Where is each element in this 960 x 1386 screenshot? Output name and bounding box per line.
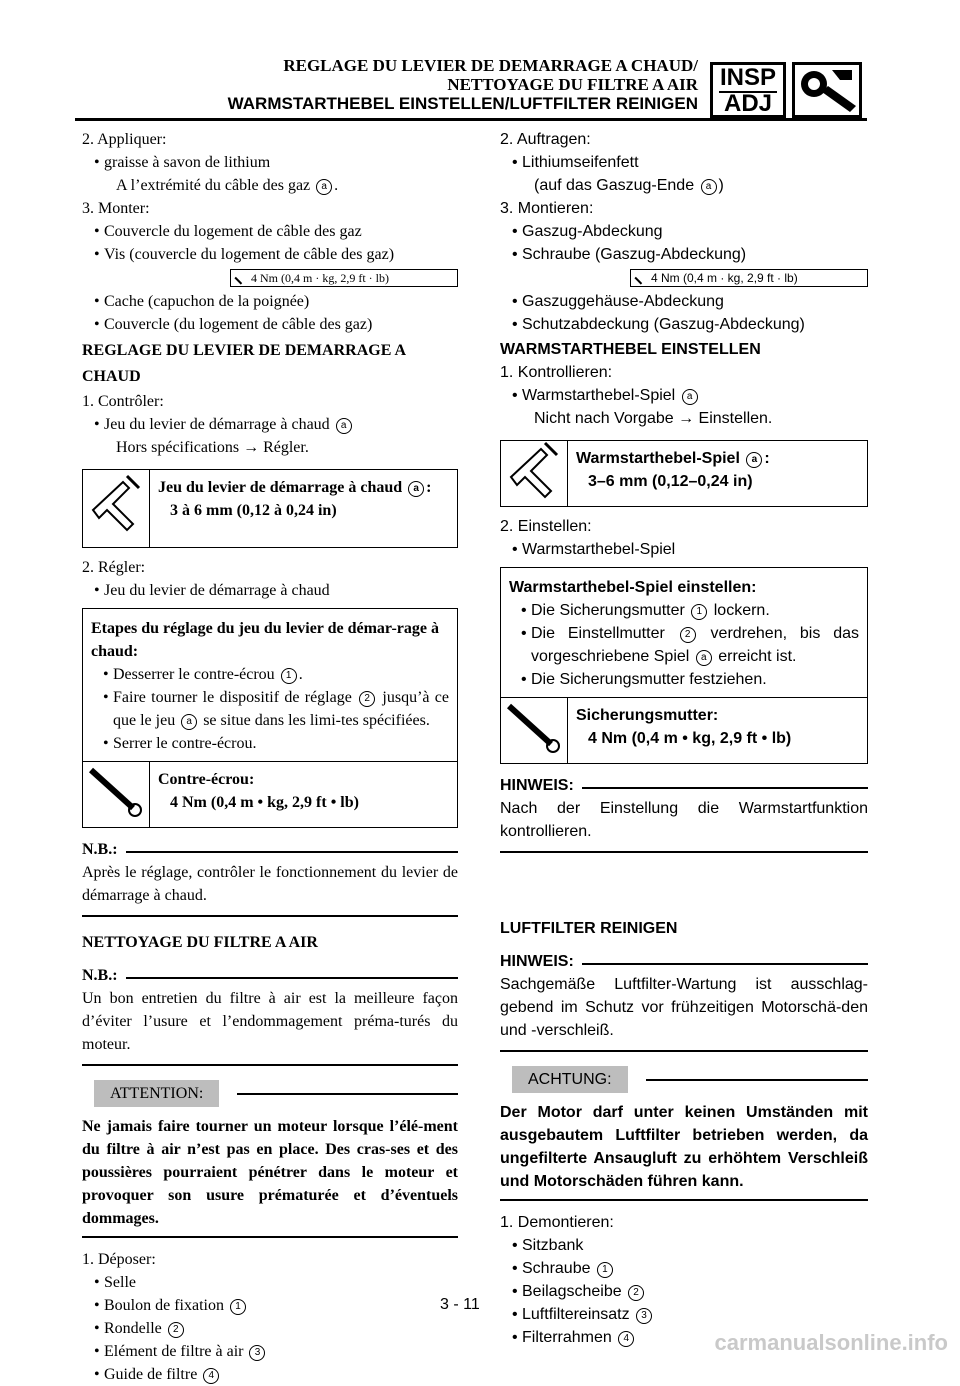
german-column: [500, 128, 868, 1349]
de-proc-item-2b: verdrehen, bis das vorgeschriebene Spiel: [531, 625, 860, 665]
fr-attention-box: [82, 1080, 458, 1238]
marker-1: 1: [281, 668, 297, 684]
watermark-footer: carmanualsonline.info: [714, 1330, 948, 1355]
de-attention-label: ACHTUNG:: [512, 1066, 628, 1093]
fr-proc-item-1-text: Desserrer le contre-écrou: [113, 666, 275, 683]
fr-remove-bullet-5-text: Guide de filtre: [104, 1366, 198, 1383]
marker-2: 2: [168, 1322, 184, 1338]
marker-a: a: [181, 714, 197, 730]
fr-remove-bullet-2-text: Boulon de fixation: [104, 1297, 224, 1314]
de-proc-item-2: [509, 622, 859, 668]
de-adjust-step: 2. Einstellen:: [500, 518, 592, 535]
fr-spec-value: 3 à 6 mm (0,12 à 0,24 in): [170, 502, 337, 519]
fr-attention-label-row: [82, 1080, 458, 1107]
de-nut-value: 4 Nm (0,4 m • kg, 2,9 ft • lb): [588, 730, 792, 747]
marker-2: 2: [359, 691, 375, 707]
de-nut-row: [501, 698, 867, 763]
de-section-title-1: WARMSTARTHEBEL EINSTELLEN: [500, 341, 761, 358]
fr-check-bullet-text: Jeu du levier de démarrage à chaud: [104, 416, 330, 433]
fr-check-bullet: [82, 413, 458, 436]
de-procedure-box: [500, 567, 868, 764]
fr-step-2-bullet: • graisse à savon de lithium: [82, 151, 458, 174]
fr-step-3-bullet-2: • Vis (couvercle du logement de câble des gaz): [82, 243, 458, 266]
de-spec-value: 3–6 mm (0,12–0,24 in): [588, 473, 753, 490]
de-proc-item-2c: erreicht ist.: [718, 648, 797, 665]
fr-check-sub: Hors spécifications → Régler.: [116, 439, 309, 456]
de-step-3-bullet-3: • Gaszuggehäuse-Abdeckung: [500, 290, 868, 313]
insp-adj-badge: [710, 62, 786, 118]
fr-remove-bullet-2: [82, 1294, 458, 1317]
marker-a: a: [336, 418, 352, 434]
fr-nut-label: Contre-écrou:: [158, 771, 255, 788]
de-section-title-2: LUFTFILTER REINIGEN: [500, 920, 678, 937]
wrench-icon: [792, 62, 862, 118]
fr-note-2: [82, 964, 458, 1066]
fr-step-3-bullet-3: • Cache (capuchon de la poignée): [82, 290, 458, 313]
badge-top: INSP: [719, 64, 776, 91]
de-proc-item-3: • Die Sicherungsmutter festziehen.: [509, 668, 859, 691]
de-step-3: 3. Montieren:: [500, 200, 594, 217]
fr-proc-item-1: • Desserrer le contre-écrou 1 .: [91, 663, 449, 686]
de-check-bullet-text: Warmstarthebel-Spiel: [522, 387, 676, 404]
de-check-step: 1. Kontrollieren:: [500, 364, 613, 381]
de-spec-text: Warmstarthebel-Spiel a : 3–6 mm (0,12–0,24 in): [568, 441, 867, 506]
marker-a: a: [696, 650, 712, 666]
torque-wrench-icon: [83, 762, 150, 827]
caliper-icon: [501, 441, 568, 506]
fr-remove-bullet-5: [82, 1363, 458, 1386]
de-note-1: [500, 774, 868, 853]
de-note-1-text: Nach der Einstellung die Warmstartfunktion kontrollieren.: [500, 800, 868, 840]
de-remove-bullet-4-text: Luftfiltereinsatz: [522, 1306, 630, 1323]
fr-adjust-bullet: • Jeu du levier de démarrage à chaud: [82, 579, 458, 602]
torque-wrench-icon: [501, 698, 568, 763]
fr-nut-row: [83, 762, 457, 827]
fr-note-1-label: N.B.:: [82, 838, 458, 861]
fr-remove-bullet-3: [82, 1317, 458, 1340]
de-proc-item-1b: lockern.: [713, 602, 770, 619]
de-procedure-body: [501, 568, 867, 698]
fr-attention-text: Ne jamais faire tourner un moteur lorsque l’élé-ment du filtre à air n’est pas en place. Des cras-ses et des poussières pourraient pénétrer dans le moteur et provoquer son usure prématurée et d’éventuels dommages.: [82, 1118, 458, 1227]
fr-note-2-text: Un bon entretien du filtre à air est la meilleure façon d’éviter l’usure et l’endommagement préma-turés du moteur.: [82, 990, 458, 1053]
fr-proc-item-2b: jusqu’à ce que le jeu: [113, 689, 449, 729]
fr-section-title-2: NETTOYAGE DU FILTRE A AIR: [82, 934, 318, 951]
header-title-fr-1: REGLAGE DU LEVIER DE DEMARRAGE A CHAUD/: [283, 56, 698, 75]
fr-nut-value: 4 Nm (0,4 m • kg, 2,9 ft • lb): [170, 794, 359, 811]
marker-3: 3: [636, 1308, 652, 1324]
marker-a: a: [408, 481, 424, 497]
de-remove-bullet-1: • Sitzbank: [500, 1234, 868, 1257]
de-attention-box: [500, 1066, 868, 1201]
fr-step-3-bullet-1: • Couvercle du logement de câble des gaz: [82, 220, 458, 243]
fr-note-1: [82, 838, 458, 917]
de-torque-spec: 4 Nm (0,4 m · kg, 2,9 ft · lb): [630, 269, 868, 287]
fr-note-2-label: N.B.:: [82, 964, 458, 987]
de-step-2-bullet: • Lithiumseifenfett: [500, 151, 868, 174]
fr-remove-bullet-4-text: Elément de filtre à air: [104, 1343, 244, 1360]
page-header-title: [228, 56, 698, 113]
fr-torque-spec: 4 Nm (0,4 m · kg, 2,9 ft · lb): [230, 269, 458, 287]
de-step-3-bullet-2: • Schraube (Gaszug-Abdeckung): [500, 243, 868, 266]
header-title-de: WARMSTARTHEBEL EINSTELLEN/LUFTFILTER REINIGEN: [227, 94, 698, 113]
de-note-2-label: HINWEIS:: [500, 950, 868, 973]
de-adjust-bullet: • Warmstarthebel-Spiel: [500, 538, 868, 561]
marker-a: a: [701, 179, 717, 195]
fr-procedure-box: [82, 608, 458, 828]
de-remove-step: 1. Demontieren:: [500, 1214, 614, 1231]
page-number: 3 - 11: [440, 1296, 480, 1313]
de-attention-text: Der Motor darf unter keinen Umständen mit ausgebautem Luftfilter betrieben werden, da ungefilterte Ansaugluft zu erhöhtem Verschleiß und Motorschäden führen kann.: [500, 1104, 868, 1190]
fr-section-title-1: REGLAGE DU LEVIER DE DEMARRAGE A CHAUD: [82, 342, 406, 385]
de-remove-bullet-3-text: Beilagscheibe: [522, 1283, 622, 1300]
de-procedure-title: Warmstarthebel-Spiel einstellen:: [509, 579, 757, 596]
de-remove-bullet-3: [500, 1280, 868, 1303]
fr-remove-bullet-4: [82, 1340, 458, 1363]
fr-step-3-bullet-4: • Couvercle (du logement de câble des gaz): [82, 313, 458, 336]
fr-spec-text: Jeu du levier de démarrage à chaud a : 3 à 6 mm (0,12 à 0,24 in): [150, 470, 457, 547]
fr-attention-label: ATTENTION:: [94, 1080, 219, 1107]
de-step-2-sub: (auf das Gaszug-Ende a ): [534, 177, 724, 194]
fr-step-2: 2. Appliquer:: [82, 131, 167, 148]
de-nut-text: [568, 698, 867, 763]
marker-4: 4: [618, 1331, 634, 1347]
de-attention-label-row: [500, 1066, 868, 1093]
fr-proc-item-2: [91, 686, 449, 732]
fr-step-2-sub-text: A l’extrémité du câble des gaz: [116, 177, 311, 194]
marker-1: 1: [597, 1262, 613, 1278]
marker-1: 1: [230, 1299, 246, 1315]
de-remove-bullet-4: [500, 1303, 868, 1326]
fr-proc-item-2a: Faire tourner le dispositif de réglage: [113, 689, 352, 706]
marker-1: 1: [691, 604, 707, 620]
marker-a: a: [316, 179, 332, 195]
de-check-bullet: [500, 384, 868, 407]
fr-procedure-body: [83, 609, 457, 762]
marker-3: 3: [249, 1345, 265, 1361]
fr-remove-step: 1. Déposer:: [82, 1251, 156, 1268]
de-note-2-text: Sachgemäße Luftfilter-Wartung ist ausschlag-gebend im Schutz vor frühzeitigen Motorschä-den und -verschleiß.: [500, 976, 868, 1039]
fr-check-step: 1. Contrôler:: [82, 393, 164, 410]
de-proc-item-2a: Die Einstellmutter: [531, 625, 665, 642]
marker-2: 2: [628, 1285, 644, 1301]
fr-proc-item-2c: se situe dans les limi-tes spécifiées.: [203, 712, 430, 729]
fr-step-3: 3. Monter:: [82, 200, 150, 217]
fr-proc-item-3: • Serrer le contre-écrou.: [91, 732, 449, 755]
french-column: [82, 128, 458, 1386]
fr-step-2-sub: A l’extrémité du câble des gaz a .: [116, 177, 339, 194]
de-nut-label: Sicherungsmutter:: [576, 707, 719, 724]
header-title-fr-2: NETTOYAGE DU FILTRE A AIR: [447, 75, 698, 94]
fr-nut-text: [150, 762, 457, 827]
de-note-1-label: HINWEIS:: [500, 774, 868, 797]
de-proc-item-1a: Die Sicherungsmutter: [531, 602, 685, 619]
marker-4: 4: [203, 1368, 219, 1384]
de-remove-bullet-2: [500, 1257, 868, 1280]
fr-procedure-title: Etapes du réglage du jeu du levier de démar-rage à chaud:: [91, 620, 439, 660]
de-spec-title: Warmstarthebel-Spiel: [576, 450, 740, 467]
de-check-sub: Nicht nach Vorgabe → Einstellen.: [534, 410, 773, 427]
de-note-2: [500, 950, 868, 1052]
de-remove-bullet-2-text: Schraube: [522, 1260, 591, 1277]
header-rule: [75, 118, 867, 121]
de-step-2: 2. Auftragen:: [500, 131, 591, 148]
de-spec-box: [500, 440, 868, 507]
fr-note-1-text: Après le réglage, contrôler le fonctionnement du levier de démarrage à chaud.: [82, 864, 458, 904]
de-step-2-sub-text: (auf das Gaszug-Ende: [534, 177, 695, 194]
fr-remove-bullet-3-text: Rondelle: [104, 1320, 162, 1337]
de-proc-item-1: [509, 599, 859, 622]
marker-a: a: [746, 452, 762, 468]
fr-adjust-step: 2. Régler:: [82, 559, 146, 576]
marker-a: a: [682, 389, 698, 405]
fr-spec-title: Jeu du levier de démarrage à chaud: [158, 479, 403, 496]
marker-2: 2: [680, 627, 696, 643]
fr-remove-bullet-1: • Selle: [82, 1271, 458, 1294]
badge-bottom: ADJ: [723, 90, 772, 117]
de-remove-bullet-5-text: Filterrahmen: [522, 1329, 612, 1346]
fr-spec-box: [82, 469, 458, 548]
de-step-3-bullet-1: • Gaszug-Abdeckung: [500, 220, 868, 243]
de-step-3-bullet-4: • Schutzabdeckung (Gaszug-Abdeckung): [500, 313, 868, 336]
caliper-icon: [83, 470, 150, 547]
